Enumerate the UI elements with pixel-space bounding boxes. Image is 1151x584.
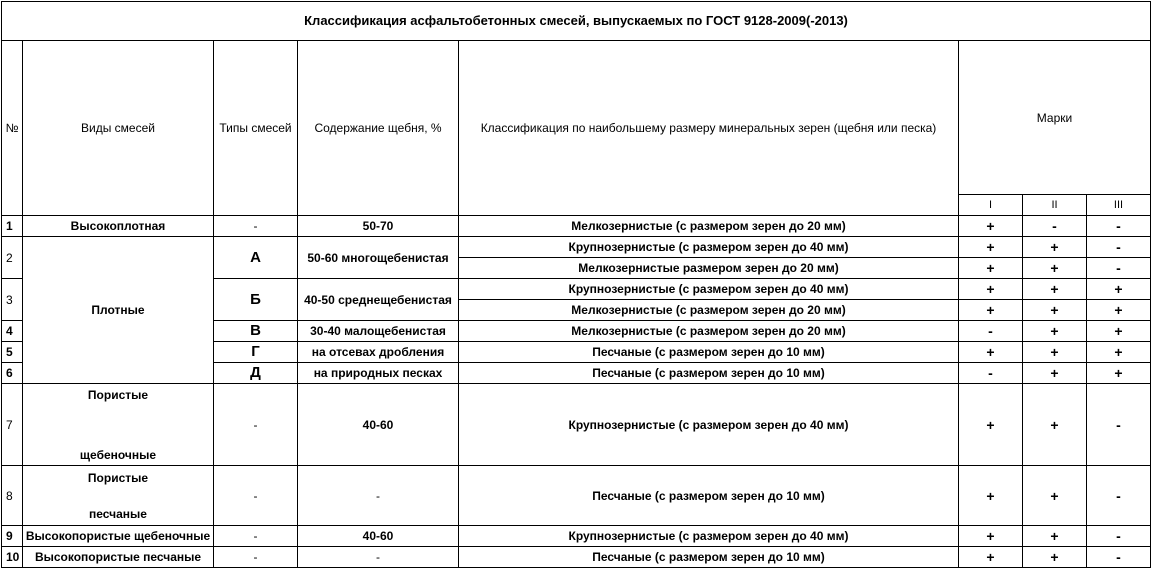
grade-1-value: + [959,258,1023,279]
grade-3-value: - [1087,216,1151,237]
header-grade-3: III [1087,195,1151,216]
grade-1-value: + [959,216,1023,237]
grade-2-value: + [1023,321,1087,342]
grade-3-value: + [1087,342,1151,363]
row-kind-line-1: Пористые [87,387,149,402]
row-type: - [214,216,298,237]
grade-1-value: + [959,384,1023,466]
row-gravel: 30-40 малощебенистая [298,321,459,342]
grade-1-value: - [959,321,1023,342]
grade-3-value: + [1087,300,1151,321]
grade-2-value: + [1023,526,1087,547]
row-class: Песчаные (с размером зерен до 10 мм) [459,363,959,384]
row-class: Мелкозернистые размером зерен до 20 мм) [459,258,959,279]
grade-2-value: + [1023,279,1087,300]
row-number: 6 [2,363,23,384]
grade-2-value: + [1023,466,1087,526]
row-class: Мелкозернистые (с размером зерен до 20 мм) [459,321,959,342]
grade-3-value: - [1087,384,1151,466]
row-class: Крупнозернистые (с размером зерен до 40 мм) [459,384,959,466]
grade-1-value: + [959,342,1023,363]
row-kind-line-2: щебеночные [79,447,157,462]
row-kind [23,466,214,526]
row-kind-line-2: песчаные [89,506,147,521]
table-row [2,466,1151,526]
row-number: 2 [2,237,23,279]
grade-2-value: + [1023,384,1087,466]
row-gravel: 50-70 [298,216,459,237]
grade-2-value: + [1023,300,1087,321]
grade-3-value: - [1087,547,1151,568]
grade-1-value: + [959,466,1023,526]
grade-2-value: + [1023,342,1087,363]
table-row [2,237,1151,258]
table-row [2,526,1151,547]
row-number: 5 [2,342,23,363]
header-gravel: Содержание щебня, % [298,41,459,216]
header-classification: Классификация по наибольшему размеру минеральных зерен (щебня или песка) [459,41,959,216]
row-type: - [214,466,298,526]
row-gravel: - [298,547,459,568]
row-kind-plotnye: Плотные [23,237,214,384]
header-grade-1: I [959,195,1023,216]
header-grades: Марки [959,41,1151,195]
header-grade-2: II [1023,195,1087,216]
row-gravel: - [298,466,459,526]
grade-3-value: + [1087,279,1151,300]
row-kind-line-1: Пористые [87,470,149,485]
row-number: 10 [2,547,23,568]
row-number: 3 [2,279,23,321]
grade-3-value: - [1087,237,1151,258]
grade-1-value: + [959,279,1023,300]
grade-3-value: - [1087,258,1151,279]
row-number: 9 [2,526,23,547]
row-class: Крупнозернистые (с размером зерен до 40 мм) [459,279,959,300]
table-title: Классификация асфальтобетонных смесей, выпускаемых по ГОСТ 9128-2009(-2013) [2,2,1151,41]
row-gravel: 40-50 среднещебенистая [298,279,459,321]
row-number: 1 [2,216,23,237]
row-class: Песчаные (с размером зерен до 10 мм) [459,342,959,363]
row-number: 8 [2,466,23,526]
grade-3-value: + [1087,321,1151,342]
grade-1-value: + [959,237,1023,258]
table-row [2,216,1151,237]
header-kind: Виды смесей [23,41,214,216]
row-class: Мелкозернистые (с размером зерен до 20 мм) [459,216,959,237]
header-num: № [2,41,23,216]
grade-1-value: - [959,363,1023,384]
row-type: Д [214,363,298,384]
row-type: Г [214,342,298,363]
row-class: Песчаные (с размером зерен до 10 мм) [459,466,959,526]
grade-3-value: + [1087,363,1151,384]
grade-2-value: + [1023,363,1087,384]
grade-2-value: + [1023,237,1087,258]
grade-1-value: + [959,300,1023,321]
row-class: Крупнозернистые (с размером зерен до 40 мм) [459,526,959,547]
row-gravel: на природных песках [298,363,459,384]
row-gravel: на отсевах дробления [298,342,459,363]
row-number: 7 [2,384,23,466]
classification-table [1,1,1151,568]
row-number: 4 [2,321,23,342]
row-type: А [214,237,298,279]
table-row [2,384,1151,466]
row-kind: Высокопористые песчаные [23,547,214,568]
grade-2-value: - [1023,216,1087,237]
row-gravel: 40-60 [298,384,459,466]
row-class: Песчаные (с размером зерен до 10 мм) [459,547,959,568]
row-type: - [214,547,298,568]
row-type: - [214,384,298,466]
row-kind: Высокоплотная [23,216,214,237]
grade-1-value: + [959,526,1023,547]
grade-2-value: + [1023,547,1087,568]
table-row [2,547,1151,568]
row-type: Б [214,279,298,321]
row-gravel: 40-60 [298,526,459,547]
grade-3-value: - [1087,466,1151,526]
row-type: - [214,526,298,547]
row-kind [23,384,214,466]
grade-3-value: - [1087,526,1151,547]
grade-2-value: + [1023,258,1087,279]
row-gravel: 50-60 многощебенистая [298,237,459,279]
row-class: Мелкозернистые (с размером зерен до 20 мм) [459,300,959,321]
grade-1-value: + [959,547,1023,568]
header-type: Типы смесей [214,41,298,216]
row-kind: Высокопористые щебеночные [23,526,214,547]
row-type: В [214,321,298,342]
row-class: Крупнозернистые (с размером зерен до 40 мм) [459,237,959,258]
